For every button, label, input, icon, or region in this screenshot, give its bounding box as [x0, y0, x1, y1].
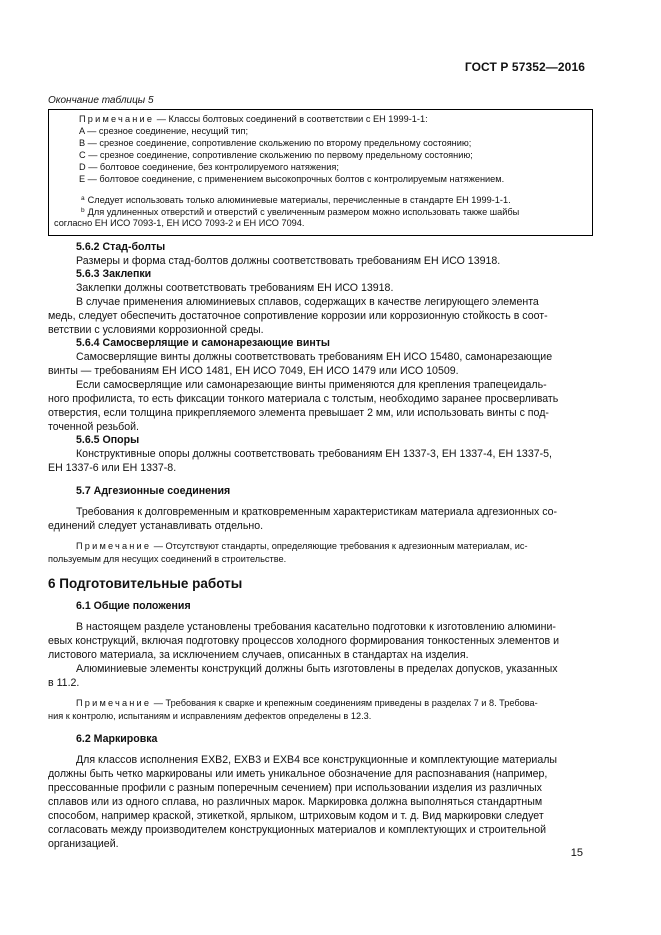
bolt-class-b: B — срезное соединение, сопротивление скольжению по второму предельному состоянию;: [79, 138, 472, 148]
section-5-6-3-heading: 5.6.3 Заклепки: [76, 268, 152, 280]
note-text: — Отсутствуют стандарты, определяющие требования к адгезионным материалам, ис-: [151, 541, 528, 551]
section-5-6-3-text-4: ветствии с условиями коррозионной среды.: [48, 324, 264, 336]
section-5-6-3-text-1: Заклепки должны соответствовать требованиям ЕН ИСО 13918.: [76, 282, 394, 294]
section-6-1-text-1: В настоящем разделе установлены требования касательно подготовки к изготовлению алюмини-: [76, 621, 556, 633]
section-6-2-text-3: прессованные профили с разным поперечным сечением) при использовании изделия из различных: [48, 782, 542, 794]
section-6-1-text-3: листового материала, за исключением случаев, описанных в стандартах на изделия.: [48, 649, 469, 661]
table-note-box: [48, 109, 593, 236]
section-6-2-text-1: Для классов исполнения EXB2, EXB3 и EXB4 все конструкционные и комплектующие материалы: [76, 754, 558, 766]
section-6-1-heading: 6.1 Общие положения: [76, 600, 191, 612]
footnote-b-text: Для удлиненных отверстий и отверстий с увеличенным размером можно использовать также шайбы: [87, 207, 520, 217]
section-5-6-5-text-1: Конструктивные опоры должны соответствовать требованиям ЕН 1337-3, ЕН 1337-4, ЕН 1337-5,: [76, 448, 552, 460]
section-6-1-note-line-2: ния к контролю, испытаниям и исправлениям дефектов определены в 12.3.: [48, 711, 372, 721]
table-caption: Окончание таблицы 5: [48, 95, 154, 106]
chapter-6-heading: 6 Подготовительные работы: [48, 576, 243, 591]
note-intro-line: [79, 113, 428, 125]
section-5-6-4-text-3: Если самосверлящие или самонарезающие винты применяются для крепления трапецеидаль-: [76, 379, 547, 391]
section-5-6-5-text-2: ЕН 1337-6 или ЕН 1337-8.: [48, 462, 177, 474]
note-label: Примечание: [76, 541, 152, 551]
section-5-6-4-text-2: винты — требованиям ЕН ИСО 1481, ЕН ИСО 7049, ЕН ИСО 1479 или ИСО 10509.: [48, 365, 459, 377]
footnote-b-continued: согласно ЕН ИСО 7093-1, ЕН ИСО 7093-2 и ЕН ИСО 7094.: [54, 218, 305, 228]
footnote-b-mark: b: [81, 207, 85, 214]
section-5-7-text-1: Требования к долговременным и кратковременным характеристикам материала адгезионных со-: [76, 506, 558, 518]
section-6-2-heading: 6.2 Маркировка: [76, 733, 158, 745]
bolt-class-a: A — срезное соединение, несущий тип;: [79, 126, 249, 136]
section-5-6-5-heading: 5.6.5 Опоры: [76, 434, 140, 446]
section-5-6-4-text-6: точенной резьбой.: [48, 421, 140, 433]
section-5-6-4-text-5: отверстия, если толщина прикрепляемого элемента превышает 2 мм, или использовать винты с под-: [48, 407, 549, 419]
section-5-7-text-2: единений следует устанавливать отдельно.: [48, 520, 264, 532]
section-6-2-text-5: способом, например краской, этикеткой, ярлыком, штриховым кодом и т. д. Вид маркировки следует: [48, 810, 544, 822]
section-5-7-note-line-2: пользуемым для несущих соединений в строительстве.: [48, 554, 287, 564]
section-5-6-3-text-2: В случае применения алюминиевых сплавов, содержащих в качестве легирующего элемента: [76, 296, 539, 308]
footnote-a-mark: a: [81, 195, 85, 202]
section-5-7-heading: 5.7 Адгезионные соединения: [76, 485, 231, 497]
section-5-6-4-text-4: ного профилиста, то есть фиксации тонкого материала с толстым, необходимо заранее просверливать: [48, 393, 559, 405]
section-6-2-text-7: организацией.: [48, 838, 119, 850]
section-6-2-text-4: сплавов или из одного сплава, но различных марок. Маркировка должна выполняться стандартным: [48, 796, 543, 808]
section-6-1-text-5: в 11.2.: [48, 677, 80, 689]
section-6-1-text-2: евых конструкций, включая подготовку процессов холодного формирования тонкостенных элементов и: [48, 635, 560, 647]
section-6-1-text-4: Алюминиевые элементы конструкций должны быть изготовлены в пределах допусков, указанных: [76, 663, 558, 675]
note-label: Примечание: [76, 698, 152, 708]
section-5-6-2-heading: 5.6.2 Стад-болты: [76, 241, 166, 253]
section-5-6-2-text: Размеры и форма стад-болтов должны соответствовать требованиям ЕН ИСО 13918.: [76, 255, 501, 267]
bolt-class-e: E — болтовое соединение, с применением высокопрочных болтов с контролируемым натяжением.: [79, 174, 505, 184]
page-number: 15: [570, 847, 583, 859]
section-6-1-note-line-1: [76, 697, 538, 709]
note-label: Примечание: [79, 114, 155, 124]
bolt-class-c: C — срезное соединение, сопротивление скольжению по первому предельному состоянию;: [79, 150, 473, 160]
section-6-2-text-6: согласовать между производителем конструкционных материалов и комплектующих и строительной: [48, 824, 547, 836]
bolt-class-d: D — болтовое соединение, без контролируемого натяжения;: [79, 162, 339, 172]
standard-header: ГОСТ Р 57352—2016: [464, 60, 585, 74]
section-5-6-4-heading: 5.6.4 Самосверлящие и самонарезающие винты: [76, 337, 330, 349]
note-text: — Требования к сварке и крепежным соединениям приведены в разделах 7 и 8. Требова-: [151, 698, 538, 708]
section-5-6-3-text-3: медь, следует обеспечить достаточное сопротивление коррозии или коррозионную стойкость в соот-: [48, 310, 548, 322]
note-intro: — Классы болтовых соединений в соответствии с ЕН 1999-1-1:: [154, 114, 428, 124]
section-5-6-4-text-1: Самосверлящие винты должны соответствовать требованиям ЕН ИСО 15480, самонарезающие: [76, 351, 553, 363]
section-6-2-text-2: должны быть четко маркированы или иметь уникальное обозначение для распознавания (например,: [48, 768, 548, 780]
footnote-a-text: Следует использовать только алюминиевые материалы, перечисленные в стандарте ЕН 1999-1-1.: [87, 195, 511, 205]
section-5-7-note-line-1: [76, 540, 528, 552]
